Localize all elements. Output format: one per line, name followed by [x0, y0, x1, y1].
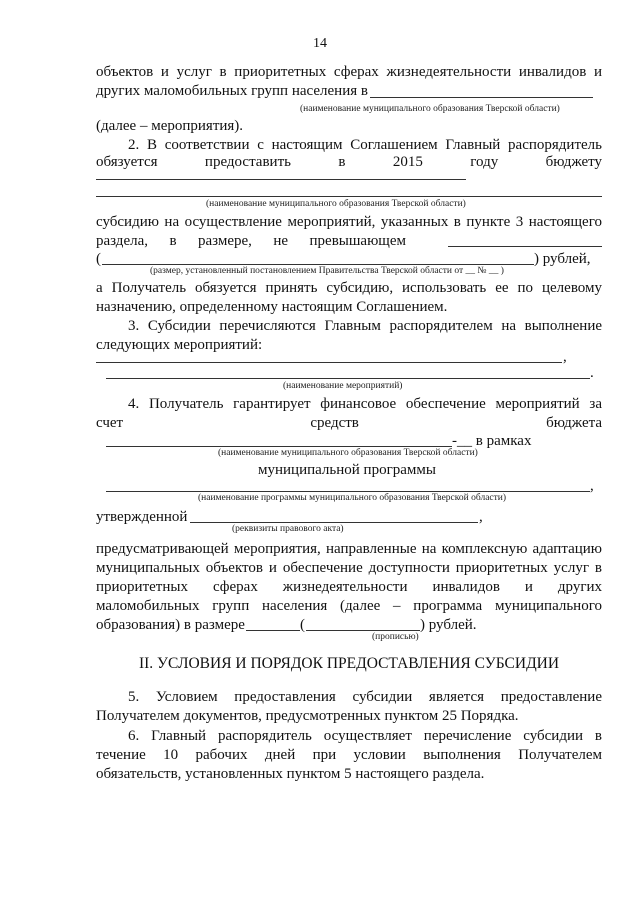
text-line: обязательств, установленных пунктом 5 настоящего раздела. — [96, 766, 485, 782]
text-fragment: ( — [96, 251, 101, 267]
text-line: , — [563, 349, 567, 365]
text-line: , — [479, 509, 483, 525]
text-line: 3. Субсидии перечисляются Главным распорядителем на выполнение — [128, 318, 602, 334]
text-line: 5. Условием предоставления субсидии является предоставление — [128, 689, 602, 705]
text-fragment: счет — [96, 415, 124, 431]
text-fragment: и — [524, 579, 533, 595]
text-line — [96, 153, 602, 171]
text-line: а Получатель обязуется принять субсидию, использовать ее по целевому — [96, 280, 602, 296]
text-fragment: инвалидов — [432, 579, 500, 595]
field-caption: (реквизиты правового акта) — [232, 524, 344, 534]
text-fragment: обязуется — [96, 154, 158, 170]
field-caption: (наименование муниципального образования Тверской области) — [218, 448, 478, 458]
text-fragment: превышающем — [309, 233, 406, 249]
text-fragment: приоритетных — [96, 579, 188, 595]
text-fragment: бюджета — [546, 415, 603, 431]
text-line: 6. Главный распорядитель осуществляет перечисление субсидии в — [128, 728, 602, 744]
text-line: , — [590, 478, 594, 494]
fill-in-blank — [96, 179, 466, 180]
text-line: 4. Получатель гарантирует финансовое обеспечение мероприятий за — [128, 396, 602, 412]
section-heading: II. УСЛОВИЯ И ПОРЯДОК ПРЕДОСТАВЛЕНИЯ СУБСИДИИ — [138, 655, 560, 672]
text-line: муниципальной программы — [258, 462, 436, 478]
field-caption: (наименование программы муниципального образования Тверской области) — [198, 493, 507, 503]
text-fragment: предоставить — [204, 154, 291, 170]
text-fragment: в — [169, 233, 177, 249]
field-caption: (размер, установленный постановлением Правительства Тверской области от __ № __ ) — [150, 266, 504, 276]
text-line: Получателем документов, предусмотренных пунктом 25 Порядка. — [96, 708, 519, 724]
fill-in-blank — [106, 446, 452, 447]
text-line: 2. В соответствии с настоящим Соглашением Главный распорядитель — [128, 137, 602, 153]
fill-in-blank — [102, 264, 534, 265]
page-number: 14 — [313, 36, 327, 51]
text-fragment: жизнедеятельности — [282, 579, 408, 595]
fill-in-blank — [306, 630, 420, 631]
text-line: субсидию на осуществление мероприятий, указанных в пункте 3 настоящего — [96, 214, 602, 230]
text-line: течение 10 рабочих дней при условии выполнения Получателем — [96, 747, 602, 763]
text-line: следующих мероприятий: — [96, 337, 263, 353]
text-fragment: других — [557, 579, 603, 595]
fill-in-blank — [106, 378, 590, 379]
text-fragment: раздела, — [96, 233, 148, 249]
text-line: объектов и услуг в приоритетных сферах жизнедеятельности инвалидов и — [96, 64, 602, 80]
text-fragment: 2015 — [392, 154, 423, 170]
text-line: (далее – мероприятия). — [96, 118, 244, 134]
text-fragment: бюджету — [545, 154, 603, 170]
text-line: утвержденной — [96, 509, 188, 525]
text-line — [96, 414, 602, 432]
text-fragment: других маломобильных групп населения в — [96, 83, 368, 99]
fill-in-blank — [246, 630, 300, 631]
fill-in-blank — [448, 246, 602, 247]
text-fragment: сферах — [212, 579, 258, 595]
text-fragment: не — [273, 233, 289, 249]
fill-in-blank — [106, 491, 590, 492]
field-caption: (прописью) — [372, 632, 419, 642]
text-line: муниципальных объектов и обеспечение доступности приоритетных услуг в — [96, 560, 602, 576]
text-line: ) рублей, — [534, 251, 591, 267]
field-caption: (наименование мероприятий) — [283, 381, 403, 391]
text-line: предусматривающей мероприятия, направленные на комплексную адаптацию — [96, 541, 602, 557]
text-line: назначению, определенному настоящим Соглашением. — [96, 299, 448, 315]
fill-in-blank — [96, 196, 602, 197]
text-line: ( — [300, 617, 305, 633]
fill-in-blank — [370, 97, 593, 98]
fill-in-blank — [190, 522, 478, 523]
field-caption: (наименование муниципального образования Тверской области) — [300, 104, 560, 114]
text-line: . — [590, 365, 594, 381]
text-line: образования) в размере — [96, 617, 245, 633]
field-caption: (наименование муниципального образования Тверской области) — [206, 199, 466, 209]
text-line: -__ в рамках — [452, 433, 532, 449]
text-line — [96, 578, 602, 596]
text-line: маломобильных групп населения (далее – программа муниципального — [96, 598, 602, 614]
text-fragment: году — [470, 154, 499, 170]
fill-in-blank — [96, 362, 562, 363]
text-fragment: размере, — [198, 233, 252, 249]
text-fragment: средств — [310, 415, 359, 431]
text-line: ) рублей. — [420, 617, 477, 633]
text-fragment: в — [338, 154, 346, 170]
text-line — [96, 232, 406, 250]
